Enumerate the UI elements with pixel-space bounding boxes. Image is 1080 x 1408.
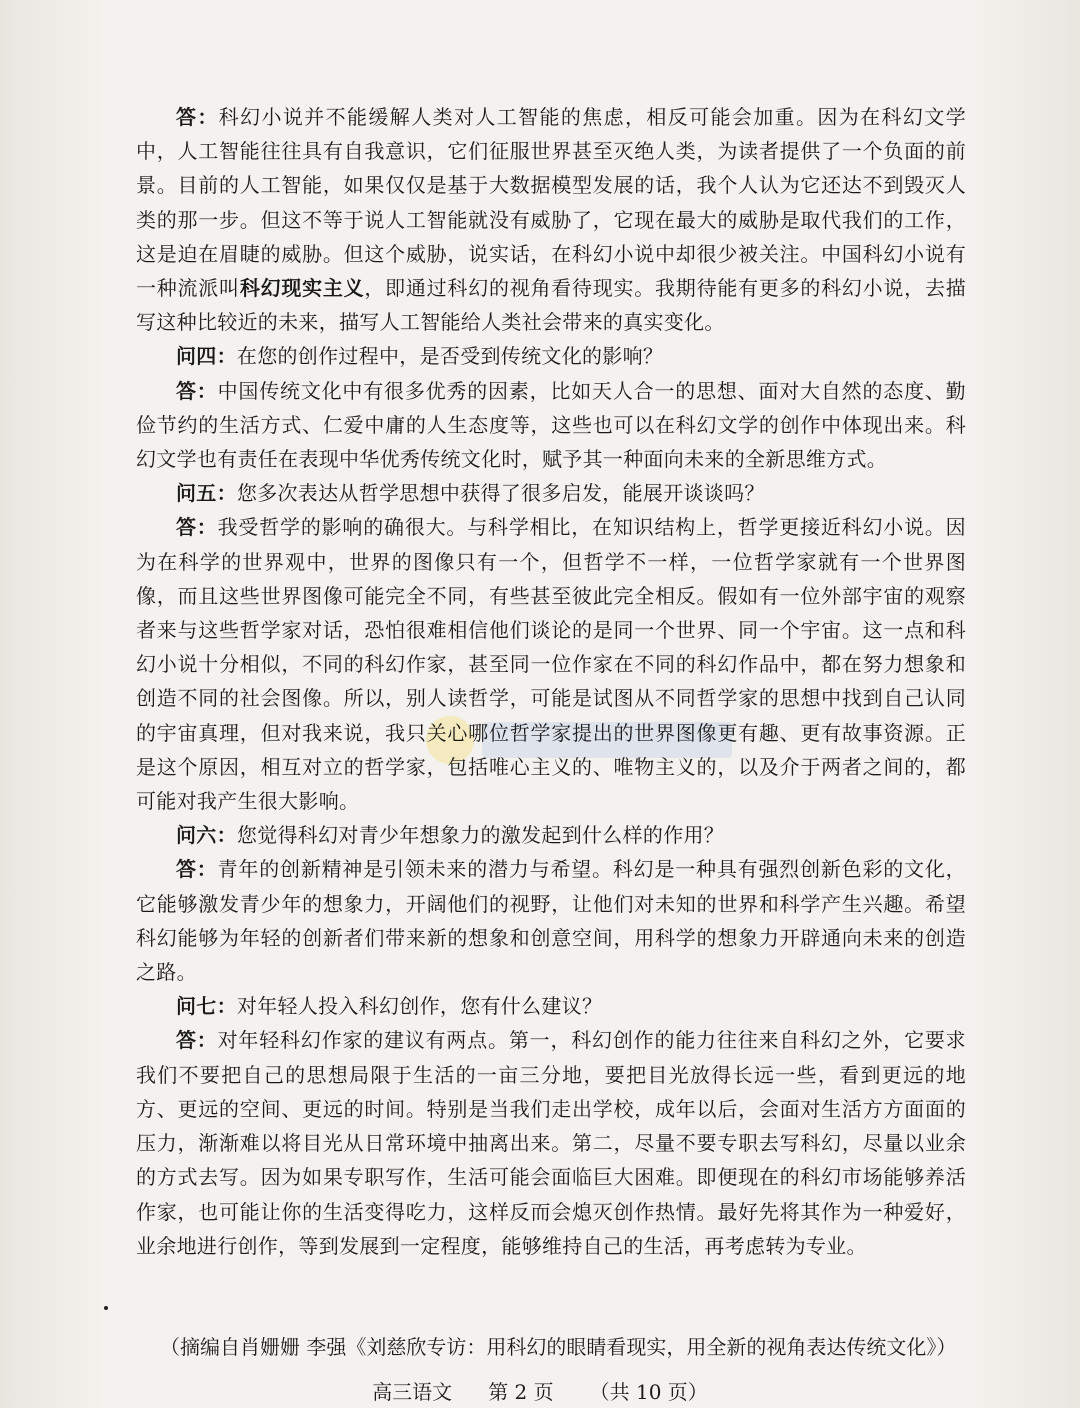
answer-lead: 答： xyxy=(176,105,219,129)
question-text: 在您的创作过程中，是否受到传统文化的影响？ xyxy=(236,344,664,369)
answer-5-paragraph xyxy=(136,510,966,818)
answer-text: 青年的创新精神是引领未来的潜力与希望。科幻是一种具有强烈创新色彩的文化，它能够激发青少年的想象力，开阔他们的视野，让他们对未知的世界和科学产生兴趣。希望科幻能够为年轻的创新者们带来新的想象和创意空间，用科学的想象力开辟通向未来的创造之路。 xyxy=(136,857,966,985)
question-lead: 问四： xyxy=(176,344,237,369)
footer-total-pages: （共 10 页） xyxy=(589,1380,708,1404)
question-text: 您多次表达从哲学思想中获得了很多启发，能展开谈谈吗？ xyxy=(236,481,765,506)
answer-text: ，即通过科幻的视角看待现实。我期待能有更多的科幻小说，去描写这种比较近的未来，描写人工智能给人类社会带来的真实变化。 xyxy=(136,276,967,335)
question-text: 对年轻人投入科幻创作，您有什么建议？ xyxy=(236,994,603,1019)
question-5 xyxy=(136,476,966,510)
article-body xyxy=(136,100,966,1263)
answer-text: 我受哲学的影响的确很大。与科学相比，在知识结构上，哲学更接近科幻小说。因为在科学的世界观中，世界的图像只有一个，但哲学不一样，一位哲学家就有一个世界图像，而且这些世界图像可能完全不同，有些甚至彼此完全相反。假如有一位外部宇宙的观察者来与这些哲学家对话，恐怕很难相信他们谈论的是同一个世界、同一个宇宙。这一点和科幻小说十分相似，不同的科幻作家，甚至同一位作家在不同的科幻作品中，都在努力想象和创造不同的社会图像。所以，别人读哲学，可能是试图从不同哲学家的思想中找到自己认同的宇宙真理，但对我来说，我只关心哪位哲学家提出的世界图像更有趣、更有故事资源。正是这个原因，相互对立的哲学家，包括唯心主义的、唯物主义的，以及介于两者之间的，都可能对我产生很大影响。 xyxy=(136,515,966,814)
question-6 xyxy=(136,818,966,852)
margin-dot xyxy=(104,1306,108,1310)
question-lead: 问五： xyxy=(176,481,237,506)
answer-lead: 答： xyxy=(176,378,218,403)
footer-page-number: 第 2 页 xyxy=(488,1380,554,1404)
answer-text: 科幻小说并不能缓解人类对人工智能的焦虑，相反可能会加重。因为在科幻文学中，人工智能往往具有自我意识，它们征服世界甚至灭绝人类，为读者提供了一个负面的前景。目前的人工智能，如果仅仅是基于大数据模型发展的话，我个人认为它还达不到毁灭人类的那一步。但这不等于说人工智能就没有威胁了，它现在最大的威胁是取代我们的工作，这是迫在眉睫的威胁。但这个威胁，说实话，在科幻小说中却很少被关注。中国科幻小说有一种流派叫 xyxy=(136,105,966,301)
answer-text: 对年轻科幻作家的建议有两点。第一，科幻创作的能力往往来自科幻之外，它要求我们不要把自己的思想局限于生活的一亩三分地，要把目光放得长远一些，看到更远的地方、更远的空间、更远的时间。特别是当我们走出学校，成年以后，会面对生活方方面面的压力，渐渐难以将目光从日常环境中抽离出来。第二，尽量不要专职去写科幻，尽量以业余的方式去写。因为如果专职写作，生活可能会面临巨大困难。即便现在的科幻市场能够养活作家，也可能让你的生活变得吃力，这样反而会熄灭创作热情。最好先将其作为一种爱好，业余地进行创作，等到发展到一定程度，能够维持自己的生活，再考虑转为专业。 xyxy=(136,1028,966,1258)
answer-3-paragraph xyxy=(136,100,966,339)
question-7 xyxy=(136,989,966,1023)
question-lead: 问六： xyxy=(176,823,237,848)
answer-lead: 答： xyxy=(176,1028,218,1053)
answer-lead: 答： xyxy=(176,857,218,882)
emphasis-term: 科幻现实主义 xyxy=(239,276,365,301)
answer-6-paragraph xyxy=(136,852,966,989)
answer-4-paragraph xyxy=(136,374,966,477)
question-text: 您觉得科幻对青少年想象力的激发起到什么样的作用？ xyxy=(236,823,725,848)
question-lead: 问七： xyxy=(176,994,237,1019)
answer-text: 中国传统文化中有很多优秀的因素，比如天人合一的思想、面对大自然的态度、勤俭节约的生活方式、仁爱中庸的人生态度等，这些也可以在科幻文学的创作中体现出来。科幻文学也有责任在表现中华优秀传统文化时，赋予其一种面向未来的全新思维方式。 xyxy=(136,378,966,472)
footer-subject: 高三语文 xyxy=(372,1380,453,1404)
source-citation: （摘编自肖姗姗 李强《刘慈欣专访：用科幻的眼睛看现实，用全新的视角表达传统文化》） xyxy=(160,1335,957,1359)
answer-lead: 答： xyxy=(176,515,218,540)
question-4 xyxy=(136,339,966,373)
answer-7-paragraph xyxy=(136,1023,966,1262)
page-footer xyxy=(0,1377,1080,1407)
